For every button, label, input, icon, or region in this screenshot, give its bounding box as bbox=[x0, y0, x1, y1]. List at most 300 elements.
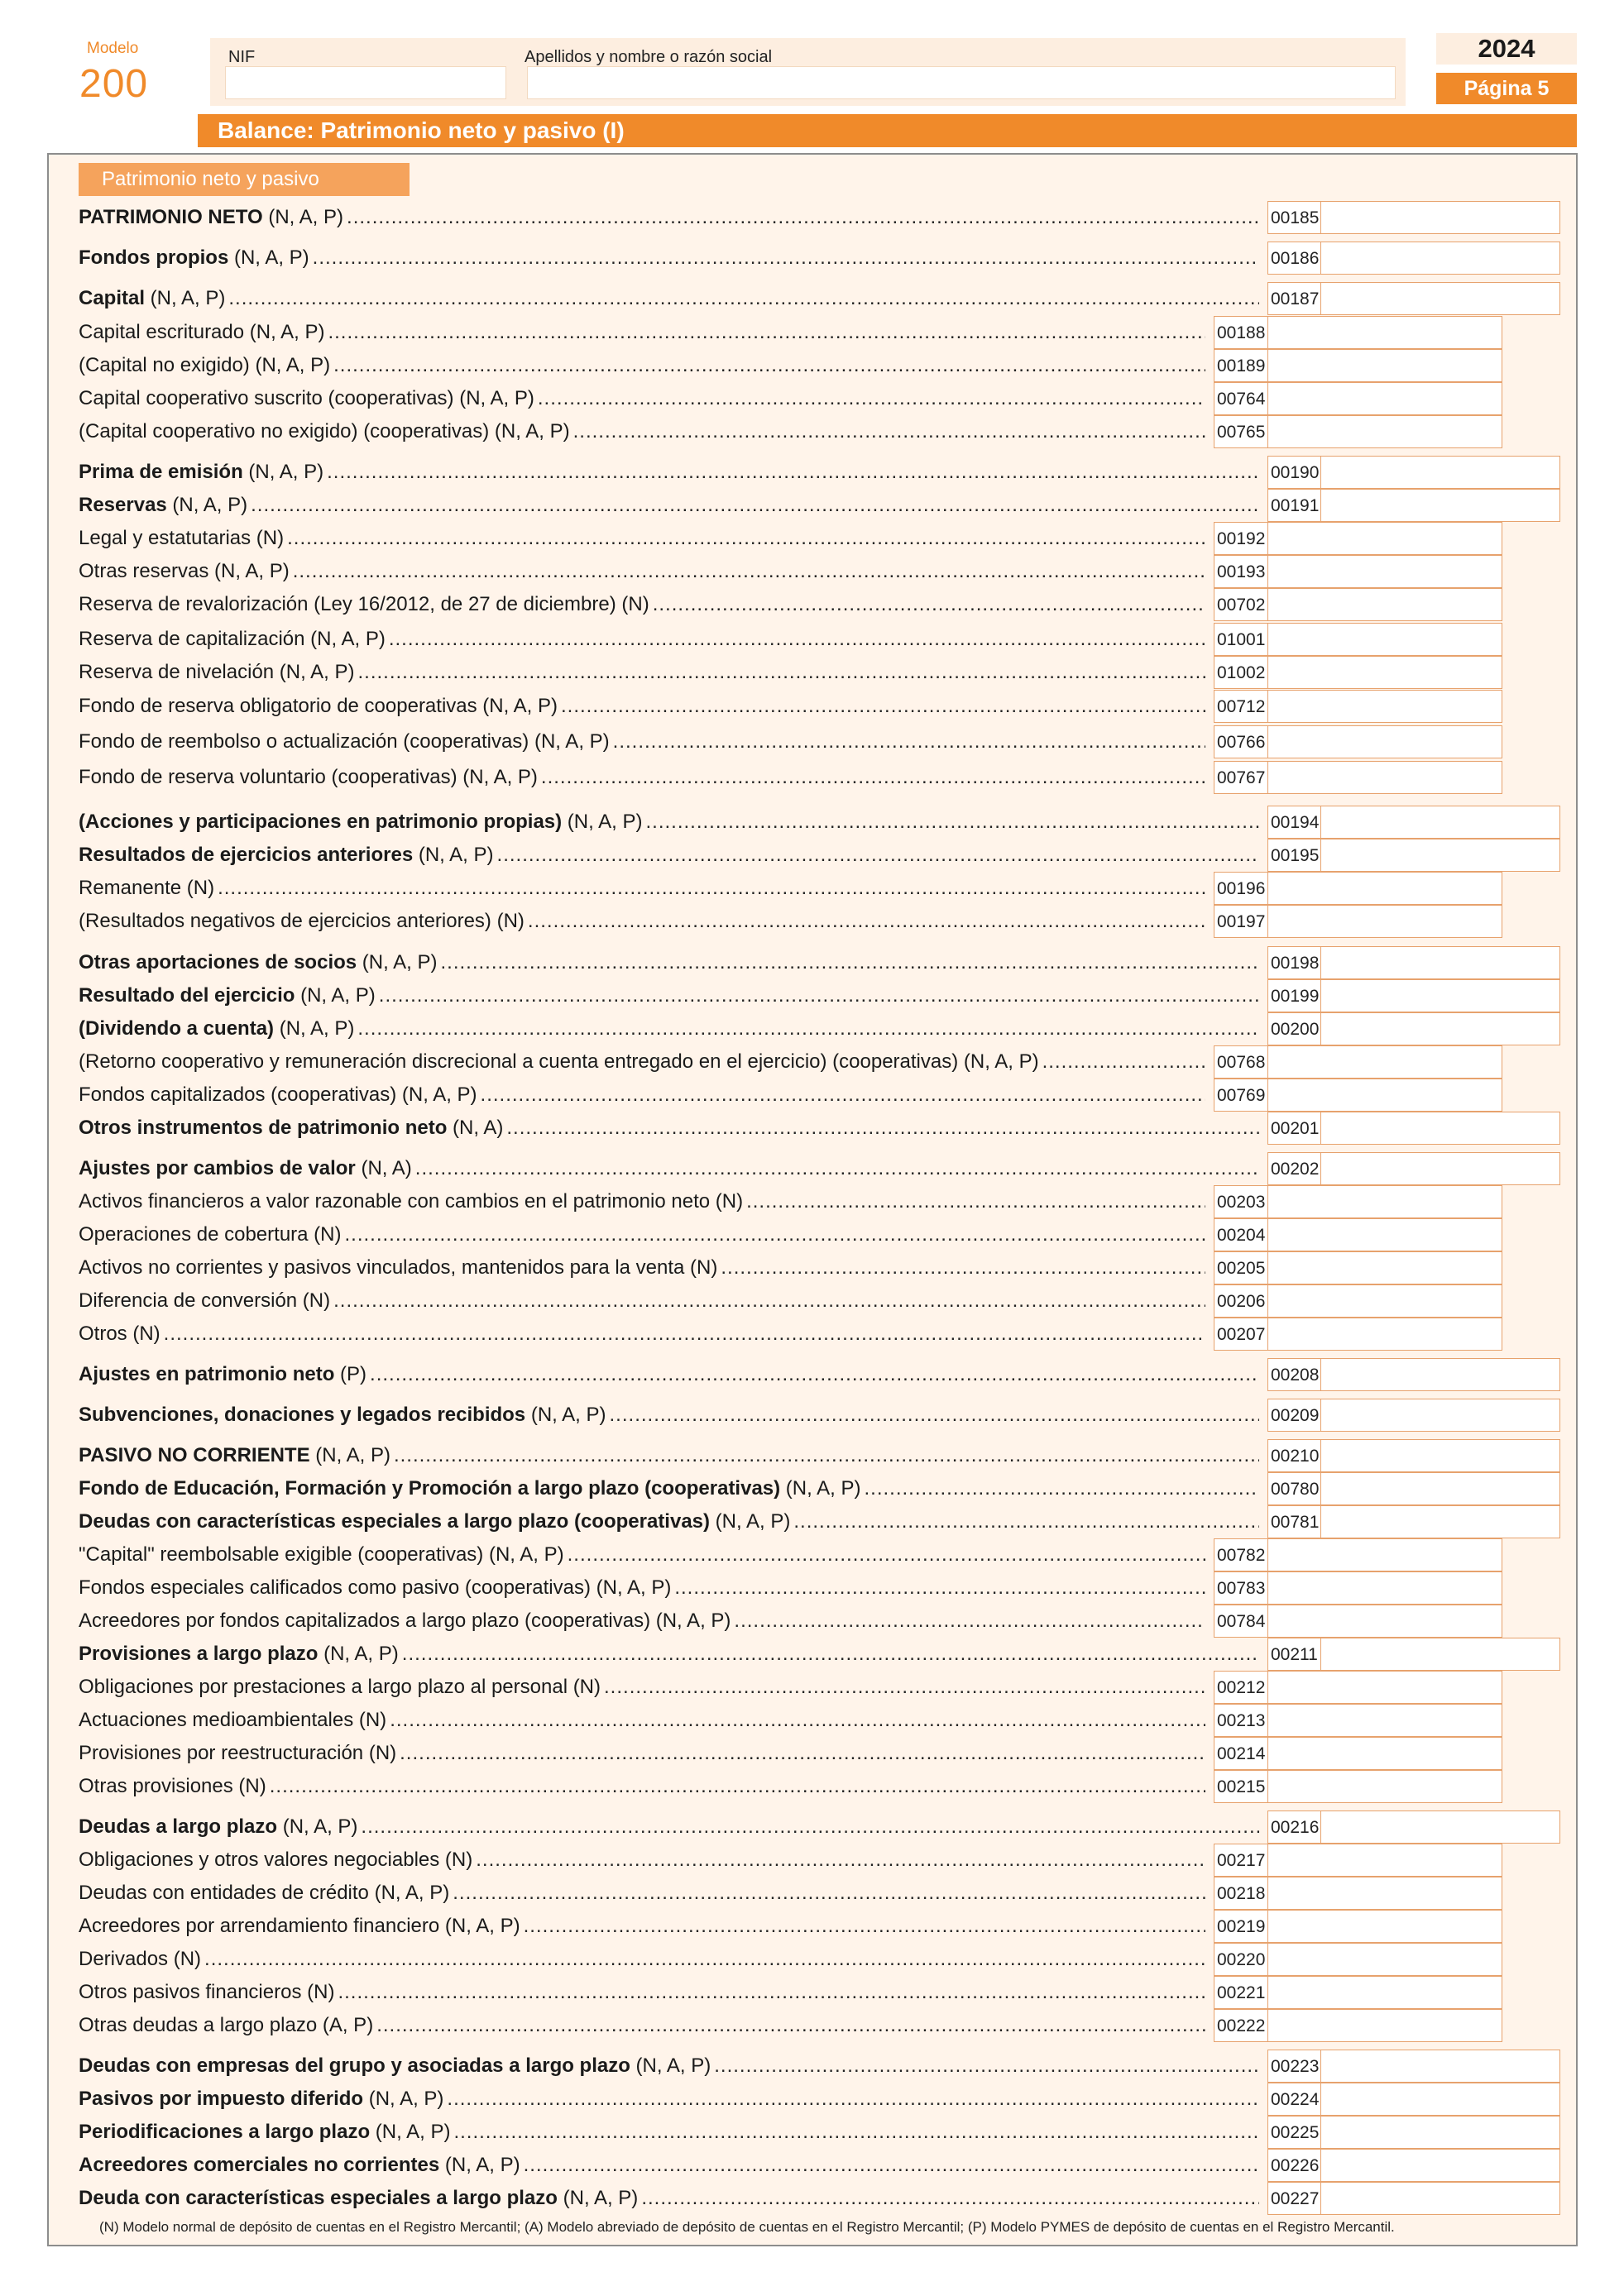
row-label bbox=[79, 2121, 450, 2143]
row-label bbox=[79, 1849, 472, 1871]
amount-box bbox=[1267, 1638, 1560, 1671]
box-code: 00220 bbox=[1214, 1944, 1268, 1975]
row-label-text: Legal y estatutarias (N) bbox=[79, 527, 285, 549]
amount-box bbox=[1214, 382, 1502, 415]
box-code: 00783 bbox=[1214, 1572, 1268, 1604]
row-label-text: Obligaciones y otros valores negociables (N) bbox=[79, 1849, 473, 1871]
row-label-text: Otros (N) bbox=[79, 1323, 160, 1345]
box-code: 00214 bbox=[1214, 1738, 1268, 1769]
row-label-text: (N, A, P) bbox=[363, 2088, 444, 2110]
amount-box bbox=[1267, 1439, 1560, 1472]
row-label-text: Reserva de nivelación (N, A, P) bbox=[79, 661, 355, 683]
dot-leader bbox=[402, 1643, 1259, 1665]
row-label bbox=[79, 2015, 373, 2036]
amount-input[interactable] bbox=[1321, 1112, 1559, 1144]
dot-leader bbox=[453, 1882, 1205, 1904]
amount-box bbox=[1214, 623, 1502, 656]
box-code: 01002 bbox=[1214, 657, 1268, 688]
amount-input[interactable] bbox=[1321, 1153, 1559, 1184]
box-code: 00782 bbox=[1214, 1539, 1268, 1571]
row-label-bold: Fondo de Educación, Formación y Promoción a largo plazo (cooperativas) bbox=[79, 1477, 781, 1500]
box-code: 00218 bbox=[1214, 1877, 1268, 1909]
row-label-bold: Provisiones a largo plazo bbox=[79, 1643, 319, 1665]
row-label bbox=[79, 561, 290, 582]
amount-input[interactable] bbox=[1321, 1811, 1559, 1843]
row-label-text: Capital escriturado (N, A, P) bbox=[79, 321, 325, 343]
dot-leader bbox=[561, 696, 1205, 717]
box-code: 00222 bbox=[1214, 2010, 1268, 2041]
row-label bbox=[79, 1084, 477, 1106]
box-code: 00769 bbox=[1214, 1079, 1268, 1111]
amount-box bbox=[1267, 2050, 1560, 2083]
row-label-bold: Deudas a largo plazo bbox=[79, 1815, 278, 1838]
dot-leader bbox=[541, 767, 1205, 788]
amount-input[interactable] bbox=[1268, 1738, 1502, 1769]
row-label bbox=[79, 528, 284, 549]
amount-box bbox=[1214, 415, 1502, 448]
amount-box bbox=[1214, 872, 1502, 905]
row-label-bold: (Acciones y participaciones en patrimonio propias) bbox=[79, 811, 563, 833]
row-label-text: Activos no corrientes y pasivos vinculados, mantenidos para la venta (N) bbox=[79, 1256, 718, 1279]
amount-box bbox=[1267, 946, 1560, 979]
row-label bbox=[79, 1577, 671, 1599]
amount-input[interactable] bbox=[1321, 2117, 1559, 2148]
amount-input[interactable] bbox=[1268, 624, 1502, 655]
box-code: 00193 bbox=[1214, 556, 1268, 587]
amount-box bbox=[1214, 1877, 1502, 1910]
amount-box bbox=[1214, 1218, 1502, 1251]
box-code: 00205 bbox=[1214, 1252, 1268, 1284]
row-label-bold: Resultado del ejercicio bbox=[79, 984, 295, 1007]
row-label bbox=[79, 1158, 412, 1179]
amount-box bbox=[1267, 2149, 1560, 2182]
amount-input[interactable] bbox=[1268, 906, 1502, 937]
section-tab: Patrimonio neto y pasivo bbox=[79, 163, 410, 196]
amount-box bbox=[1214, 1571, 1502, 1605]
dot-leader bbox=[218, 878, 1205, 899]
dot-leader bbox=[344, 1224, 1205, 1246]
dot-leader bbox=[714, 2055, 1259, 2077]
page-number: Página 5 bbox=[1436, 73, 1577, 104]
row-label-text: (N, A, P) bbox=[413, 844, 494, 866]
amount-input[interactable] bbox=[1268, 1079, 1502, 1111]
amount-box bbox=[1214, 690, 1502, 723]
box-code: 00188 bbox=[1214, 317, 1268, 348]
amount-box bbox=[1214, 349, 1502, 382]
row-label-text: (N, A, P) bbox=[370, 2121, 451, 2143]
row-label-text: Fondo de reserva voluntario (cooperativas) (N, A, P) bbox=[79, 766, 538, 788]
dot-leader bbox=[164, 1323, 1205, 1345]
amount-box bbox=[1267, 1112, 1560, 1145]
row-label bbox=[79, 767, 538, 788]
row-label-text: Otras reservas (N, A, P) bbox=[79, 560, 290, 582]
amount-input[interactable] bbox=[1268, 1318, 1502, 1350]
box-code: 00187 bbox=[1268, 283, 1321, 314]
dot-leader bbox=[865, 1478, 1260, 1500]
box-code: 00766 bbox=[1214, 726, 1268, 758]
row-label bbox=[79, 629, 386, 650]
amount-input[interactable] bbox=[1268, 762, 1502, 793]
dot-leader bbox=[674, 1577, 1205, 1599]
row-label-bold: Otras aportaciones de socios bbox=[79, 951, 357, 973]
row-label bbox=[79, 1610, 731, 1632]
amount-box bbox=[1214, 1671, 1502, 1704]
dot-leader bbox=[524, 2155, 1259, 2176]
box-code: 00212 bbox=[1214, 1672, 1268, 1703]
amount-input[interactable] bbox=[1268, 1046, 1502, 1078]
amount-box bbox=[1267, 1399, 1560, 1432]
box-code: 00768 bbox=[1214, 1046, 1268, 1078]
row-label-bold: Capital bbox=[79, 287, 146, 309]
row-label-bold: Deudas con empresas del grupo y asociadas a largo plazo bbox=[79, 2054, 630, 2077]
row-label-text: "Capital" reembolsable exigible (cooperativas) (N, A, P) bbox=[79, 1543, 564, 1566]
row-label-text: (N, A) bbox=[355, 1157, 412, 1179]
name-input[interactable] bbox=[527, 66, 1396, 99]
box-code: 00186 bbox=[1268, 242, 1321, 274]
row-label-text: Reserva de revalorización (Ley 16/2012, de 27 de diciembre) (N) bbox=[79, 593, 649, 615]
box-code: 00764 bbox=[1214, 383, 1268, 414]
amount-input[interactable] bbox=[1321, 490, 1559, 521]
row-label bbox=[79, 1323, 160, 1345]
amount-box bbox=[1267, 456, 1560, 489]
amount-box bbox=[1214, 316, 1502, 349]
row-label bbox=[79, 322, 324, 343]
dot-leader bbox=[270, 1776, 1205, 1797]
footnote: (N) Modelo normal de depósito de cuentas en el Registro Mercantil; (A) Modelo abreviado de depósito de cuentas en el Registro Mercantil; (P) Modelo PYMES de depósito de cuentas en el Registro Mercantil. bbox=[99, 2219, 1395, 2235]
amount-input[interactable] bbox=[1321, 980, 1559, 1012]
amount-input[interactable] bbox=[1268, 1705, 1502, 1736]
box-code: 00192 bbox=[1214, 523, 1268, 554]
amount-input[interactable] bbox=[1321, 806, 1559, 838]
box-code: 00196 bbox=[1214, 873, 1268, 904]
box-code: 00215 bbox=[1214, 1771, 1268, 1802]
amount-input[interactable] bbox=[1321, 1440, 1559, 1471]
amount-input[interactable] bbox=[1268, 1605, 1502, 1637]
row-label bbox=[79, 2155, 520, 2176]
row-label bbox=[79, 1224, 341, 1246]
amount-input[interactable] bbox=[1268, 1186, 1502, 1217]
box-code: 00780 bbox=[1268, 1473, 1321, 1504]
amount-input[interactable] bbox=[1321, 1399, 1559, 1431]
amount-input[interactable] bbox=[1268, 873, 1502, 904]
dot-leader bbox=[524, 1916, 1205, 1937]
row-label bbox=[79, 1743, 396, 1764]
box-code: 00767 bbox=[1214, 762, 1268, 793]
row-label bbox=[79, 844, 494, 866]
row-label bbox=[79, 811, 643, 833]
amount-box bbox=[1214, 656, 1502, 689]
amount-box bbox=[1267, 806, 1560, 839]
amount-input[interactable] bbox=[1268, 1572, 1502, 1604]
amount-input[interactable] bbox=[1321, 1359, 1559, 1390]
row-label-bold: Deuda con características especiales a largo plazo bbox=[79, 2187, 558, 2209]
row-label-bold: PASIVO NO CORRIENTE bbox=[79, 1444, 310, 1466]
dot-leader bbox=[573, 421, 1205, 442]
amount-input[interactable] bbox=[1321, 2083, 1559, 2115]
amount-box bbox=[1267, 2182, 1560, 2215]
row-label-bold: Acreedores comerciales no corrientes bbox=[79, 2154, 440, 2176]
amount-box bbox=[1214, 1538, 1502, 1571]
amount-box bbox=[1267, 1472, 1560, 1505]
dot-leader bbox=[453, 2121, 1259, 2143]
row-label-bold: Reservas bbox=[79, 494, 167, 516]
amount-input[interactable] bbox=[1268, 657, 1502, 688]
amount-input[interactable] bbox=[1268, 1672, 1502, 1703]
name-label: Apellidos y nombre o razón social bbox=[525, 48, 773, 66]
dot-leader bbox=[376, 2015, 1205, 2036]
dot-leader bbox=[440, 952, 1259, 973]
row-label bbox=[79, 1710, 386, 1731]
row-label bbox=[79, 355, 330, 376]
dot-leader bbox=[287, 528, 1205, 549]
box-code: 00191 bbox=[1268, 490, 1321, 521]
amount-box bbox=[1214, 1910, 1502, 1943]
box-code: 00221 bbox=[1214, 1977, 1268, 2008]
amount-box bbox=[1214, 905, 1502, 938]
amount-box bbox=[1214, 1976, 1502, 2009]
amount-box bbox=[1214, 1284, 1502, 1318]
row-label bbox=[79, 2055, 711, 2077]
row-label bbox=[79, 1882, 449, 1904]
row-label-bold: (Dividendo a cuenta) bbox=[79, 1017, 275, 1040]
row-label bbox=[79, 495, 247, 516]
row-label bbox=[79, 1191, 743, 1213]
amount-box bbox=[1214, 761, 1502, 794]
amount-input[interactable] bbox=[1268, 523, 1502, 554]
dot-leader bbox=[613, 731, 1205, 753]
dot-leader bbox=[390, 1710, 1205, 1731]
row-label-text: (Capital no exigido) (N, A, P) bbox=[79, 354, 331, 376]
amount-input[interactable] bbox=[1268, 1911, 1502, 1942]
amount-box bbox=[1214, 1770, 1502, 1803]
dot-leader bbox=[568, 1544, 1205, 1566]
row-label-text: (N, A, P) bbox=[318, 1643, 399, 1665]
row-label-text: (P) bbox=[334, 1363, 367, 1385]
amount-input[interactable] bbox=[1268, 350, 1502, 381]
amount-input[interactable] bbox=[1321, 1506, 1559, 1538]
page-title: Balance: Patrimonio neto y pasivo (I) bbox=[218, 117, 625, 143]
amount-input[interactable] bbox=[1268, 726, 1502, 758]
row-label-text: Otras deudas a largo plazo (A, P) bbox=[79, 2014, 374, 2036]
box-code: 00208 bbox=[1268, 1359, 1321, 1390]
row-label bbox=[79, 1364, 366, 1385]
dot-leader bbox=[333, 355, 1205, 376]
amount-input[interactable] bbox=[1268, 1944, 1502, 1975]
amount-input[interactable] bbox=[1321, 202, 1559, 233]
row-label-text: Remanente (N) bbox=[79, 877, 215, 899]
row-label-text: Acreedores por fondos capitalizados a largo plazo (cooperativas) (N, A, P) bbox=[79, 1610, 731, 1632]
row-label-text: Deudas con entidades de crédito (N, A, P) bbox=[79, 1882, 450, 1904]
box-code: 00204 bbox=[1214, 1219, 1268, 1251]
dot-leader bbox=[357, 662, 1205, 683]
dot-leader bbox=[333, 1290, 1205, 1312]
dot-leader bbox=[389, 629, 1205, 650]
row-label bbox=[79, 1478, 861, 1500]
dot-leader bbox=[646, 811, 1260, 833]
box-code: 00765 bbox=[1214, 416, 1268, 447]
row-label bbox=[79, 1117, 503, 1139]
box-code: 00781 bbox=[1268, 1506, 1321, 1538]
dot-leader bbox=[793, 1511, 1259, 1533]
amount-input[interactable] bbox=[1268, 416, 1502, 447]
modelo-number: 200 bbox=[79, 62, 149, 106]
amount-box bbox=[1267, 979, 1560, 1012]
amount-box bbox=[1214, 1318, 1502, 1351]
row-label bbox=[79, 1018, 354, 1040]
row-label bbox=[79, 462, 323, 483]
box-code: 00224 bbox=[1268, 2083, 1321, 2115]
row-label-text: (N, A, P) bbox=[562, 811, 643, 833]
amount-input[interactable] bbox=[1321, 947, 1559, 978]
dot-leader bbox=[447, 2088, 1259, 2110]
row-label-text: (N, A, P) bbox=[630, 2054, 711, 2077]
row-label bbox=[79, 1643, 399, 1665]
row-label-bold: Subvenciones, donaciones y legados recibidos bbox=[79, 1404, 526, 1426]
row-label bbox=[79, 2188, 638, 2209]
row-label bbox=[79, 594, 649, 615]
amount-input[interactable] bbox=[1268, 317, 1502, 348]
dot-leader bbox=[204, 1949, 1205, 1970]
amount-input[interactable] bbox=[1321, 839, 1559, 871]
row-label-text: Derivados (N) bbox=[79, 1948, 202, 1970]
dot-leader bbox=[328, 322, 1205, 343]
row-label bbox=[79, 388, 534, 409]
amount-input[interactable] bbox=[1321, 457, 1559, 488]
row-label bbox=[79, 421, 570, 442]
amount-input[interactable] bbox=[1268, 1539, 1502, 1571]
amount-box bbox=[1214, 1844, 1502, 1877]
amount-input[interactable] bbox=[1268, 1977, 1502, 2008]
dot-leader bbox=[481, 1084, 1205, 1106]
dot-leader bbox=[476, 1849, 1205, 1871]
dot-leader bbox=[641, 2188, 1259, 2209]
dot-leader bbox=[497, 844, 1259, 866]
row-label-text: (N, A) bbox=[447, 1117, 504, 1139]
row-label bbox=[79, 1677, 601, 1698]
amount-box bbox=[1267, 1810, 1560, 1844]
dot-leader bbox=[506, 1117, 1259, 1139]
amount-box bbox=[1267, 489, 1560, 522]
box-code: 01001 bbox=[1214, 624, 1268, 655]
row-label bbox=[79, 1511, 790, 1533]
box-code: 00190 bbox=[1268, 457, 1321, 488]
row-label-text: Reserva de capitalización (N, A, P) bbox=[79, 628, 386, 650]
box-code: 00213 bbox=[1214, 1705, 1268, 1736]
nif-input[interactable] bbox=[225, 66, 506, 99]
row-label-text: Capital cooperativo suscrito (cooperativas) (N, A, P) bbox=[79, 387, 534, 409]
box-code: 00201 bbox=[1268, 1112, 1321, 1144]
dot-leader bbox=[327, 462, 1259, 483]
amount-input[interactable] bbox=[1321, 1638, 1559, 1670]
amount-box bbox=[1267, 242, 1560, 275]
dot-leader bbox=[528, 911, 1205, 932]
row-label bbox=[79, 1051, 1039, 1073]
dot-leader bbox=[653, 594, 1205, 615]
box-code: 00712 bbox=[1214, 691, 1268, 722]
row-label-text: Diferencia de conversión (N) bbox=[79, 1289, 331, 1312]
amount-input[interactable] bbox=[1321, 2050, 1559, 2082]
row-label bbox=[79, 2088, 443, 2110]
row-label-bold: Ajustes por cambios de valor bbox=[79, 1157, 356, 1179]
amount-input[interactable] bbox=[1268, 1219, 1502, 1251]
amount-input[interactable] bbox=[1321, 242, 1559, 274]
row-label bbox=[79, 288, 225, 309]
amount-input[interactable] bbox=[1268, 383, 1502, 414]
row-label-text: (N, A, P) bbox=[277, 1815, 358, 1838]
row-label-bold: Deudas con características especiales a largo plazo (cooperativas) bbox=[79, 1510, 711, 1533]
box-code: 00784 bbox=[1214, 1605, 1268, 1637]
amount-input[interactable] bbox=[1321, 2183, 1559, 2214]
amount-box bbox=[1214, 1079, 1502, 1112]
box-code: 00195 bbox=[1268, 839, 1321, 871]
amount-input[interactable] bbox=[1321, 283, 1559, 314]
row-label bbox=[79, 1445, 390, 1466]
row-label bbox=[79, 911, 525, 932]
row-label-bold: Resultados de ejercicios anteriores bbox=[79, 844, 414, 866]
amount-input[interactable] bbox=[1268, 1771, 1502, 1802]
row-label bbox=[79, 1257, 717, 1279]
row-label-text: Fondo de reembolso o actualización (cooperativas) (N, A, P) bbox=[79, 730, 610, 753]
row-label-text: (N, A, P) bbox=[309, 1444, 390, 1466]
modelo-label: Modelo bbox=[87, 40, 139, 57]
amount-box bbox=[1267, 2083, 1560, 2116]
amount-input[interactable] bbox=[1268, 1252, 1502, 1284]
amount-input[interactable] bbox=[1268, 1877, 1502, 1909]
dot-leader bbox=[370, 1364, 1259, 1385]
row-label-text: (N, A, P) bbox=[242, 461, 324, 483]
row-label-text: Obligaciones por prestaciones a largo plazo al personal (N) bbox=[79, 1676, 601, 1698]
box-code: 00200 bbox=[1268, 1013, 1321, 1045]
box-code: 00202 bbox=[1268, 1153, 1321, 1184]
row-label bbox=[79, 985, 376, 1007]
row-label-text: (N, A, P) bbox=[780, 1477, 861, 1500]
box-code: 00216 bbox=[1268, 1811, 1321, 1843]
row-label-text: Otras provisiones (N) bbox=[79, 1775, 266, 1797]
amount-box bbox=[1214, 1045, 1502, 1079]
row-label-text: (N, A, P) bbox=[166, 494, 248, 516]
amount-box bbox=[1214, 588, 1502, 621]
row-label bbox=[79, 952, 437, 973]
row-label bbox=[79, 247, 309, 269]
row-label bbox=[79, 1776, 266, 1797]
row-label bbox=[79, 1982, 334, 2003]
amount-box bbox=[1267, 1012, 1560, 1045]
amount-input[interactable] bbox=[1268, 691, 1502, 722]
amount-input[interactable] bbox=[1268, 556, 1502, 587]
amount-input[interactable] bbox=[1321, 1473, 1559, 1504]
dot-leader bbox=[313, 247, 1259, 269]
amount-box bbox=[1214, 1704, 1502, 1737]
row-label-text: Fondos capitalizados (cooperativas) (N, A, P) bbox=[79, 1083, 477, 1106]
amount-input[interactable] bbox=[1268, 589, 1502, 620]
amount-input[interactable] bbox=[1268, 1285, 1502, 1317]
nif-label: NIF bbox=[228, 48, 256, 66]
amount-input[interactable] bbox=[1321, 1013, 1559, 1045]
amount-box bbox=[1214, 1185, 1502, 1218]
amount-box bbox=[1267, 282, 1560, 315]
box-code: 00226 bbox=[1268, 2150, 1321, 2181]
amount-input[interactable] bbox=[1321, 2150, 1559, 2181]
amount-input[interactable] bbox=[1268, 2010, 1502, 2041]
box-code: 00209 bbox=[1268, 1399, 1321, 1431]
row-label-text: (N, A, P) bbox=[710, 1510, 791, 1533]
row-label bbox=[79, 1290, 330, 1312]
box-code: 00223 bbox=[1268, 2050, 1321, 2082]
row-label-bold: Pasivos por impuesto diferido bbox=[79, 2088, 364, 2110]
dot-leader bbox=[293, 561, 1205, 582]
dot-leader bbox=[347, 207, 1259, 228]
amount-input[interactable] bbox=[1268, 1844, 1502, 1876]
